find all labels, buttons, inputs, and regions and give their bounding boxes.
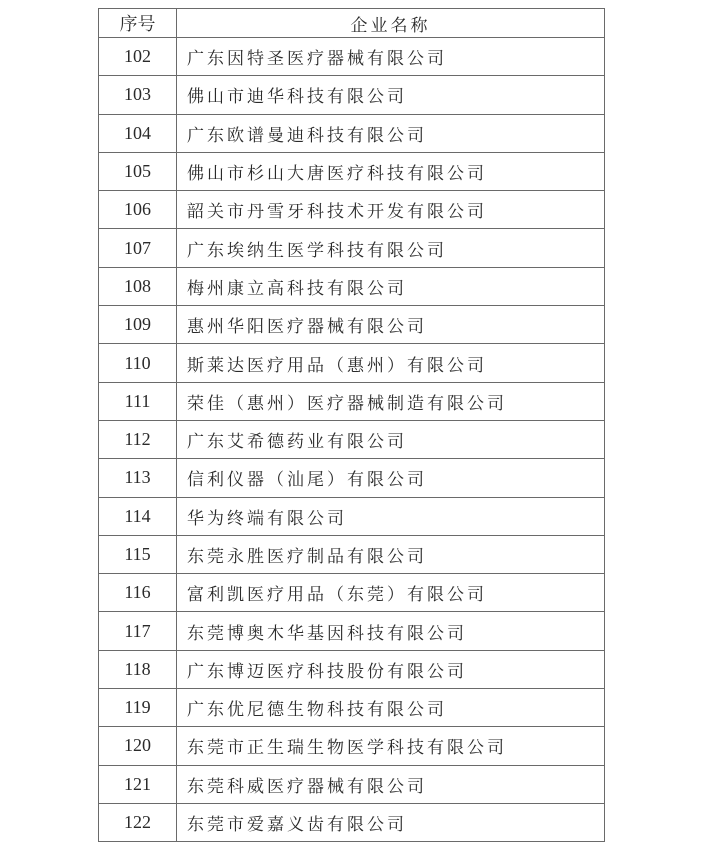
row-company-name: 东莞市爱嘉义齿有限公司 <box>177 803 605 841</box>
table-row <box>99 229 605 267</box>
header-company-name: 企业名称 <box>177 9 605 38</box>
row-company-name: 梅州康立高科技有限公司 <box>177 267 605 305</box>
row-company-name: 荣佳（惠州）医疗器械制造有限公司 <box>177 382 605 420</box>
table-row <box>99 382 605 420</box>
row-company-name: 富利凯医疗用品（东莞）有限公司 <box>177 574 605 612</box>
table-row <box>99 76 605 114</box>
row-company-name: 东莞永胜医疗制品有限公司 <box>177 535 605 573</box>
row-index: 110 <box>99 344 177 382</box>
table-row <box>99 459 605 497</box>
table-row <box>99 152 605 190</box>
row-index: 108 <box>99 267 177 305</box>
table-row <box>99 803 605 841</box>
row-company-name: 东莞博奥木华基因科技有限公司 <box>177 612 605 650</box>
row-index: 107 <box>99 229 177 267</box>
row-index: 104 <box>99 114 177 152</box>
row-index: 102 <box>99 38 177 76</box>
table-row <box>99 574 605 612</box>
row-company-name: 广东艾希德药业有限公司 <box>177 420 605 458</box>
table-row <box>99 344 605 382</box>
row-index: 105 <box>99 152 177 190</box>
table-row <box>99 650 605 688</box>
table-row <box>99 420 605 458</box>
table-header-row <box>99 9 605 38</box>
row-company-name: 信利仪器（汕尾）有限公司 <box>177 459 605 497</box>
row-company-name: 斯莱达医疗用品（惠州）有限公司 <box>177 344 605 382</box>
row-company-name: 东莞科威医疗器械有限公司 <box>177 765 605 803</box>
row-company-name: 惠州华阳医疗器械有限公司 <box>177 306 605 344</box>
row-company-name: 广东因特圣医疗器械有限公司 <box>177 38 605 76</box>
row-company-name: 佛山市迪华科技有限公司 <box>177 76 605 114</box>
company-table <box>98 8 605 842</box>
row-index: 112 <box>99 420 177 458</box>
row-company-name: 广东埃纳生医学科技有限公司 <box>177 229 605 267</box>
row-company-name: 韶关市丹雪牙科技术开发有限公司 <box>177 191 605 229</box>
row-index: 103 <box>99 76 177 114</box>
row-index: 109 <box>99 306 177 344</box>
row-company-name: 华为终端有限公司 <box>177 497 605 535</box>
table-row <box>99 306 605 344</box>
row-index: 114 <box>99 497 177 535</box>
row-index: 117 <box>99 612 177 650</box>
row-index: 111 <box>99 382 177 420</box>
row-company-name: 东莞市正生瑞生物医学科技有限公司 <box>177 727 605 765</box>
row-company-name: 佛山市杉山大唐医疗科技有限公司 <box>177 152 605 190</box>
row-company-name: 广东欧谱曼迪科技有限公司 <box>177 114 605 152</box>
table-row <box>99 535 605 573</box>
row-index: 113 <box>99 459 177 497</box>
table-row <box>99 114 605 152</box>
table-row <box>99 689 605 727</box>
row-index: 106 <box>99 191 177 229</box>
row-index: 116 <box>99 574 177 612</box>
table-row <box>99 191 605 229</box>
row-company-name: 广东优尼德生物科技有限公司 <box>177 689 605 727</box>
row-index: 121 <box>99 765 177 803</box>
table-row <box>99 38 605 76</box>
header-index: 序号 <box>99 9 177 38</box>
row-index: 119 <box>99 689 177 727</box>
row-index: 120 <box>99 727 177 765</box>
row-index: 115 <box>99 535 177 573</box>
table-row <box>99 612 605 650</box>
table-row <box>99 765 605 803</box>
table-row <box>99 497 605 535</box>
table-row <box>99 727 605 765</box>
table-row <box>99 267 605 305</box>
row-index: 118 <box>99 650 177 688</box>
row-index: 122 <box>99 803 177 841</box>
row-company-name: 广东博迈医疗科技股份有限公司 <box>177 650 605 688</box>
